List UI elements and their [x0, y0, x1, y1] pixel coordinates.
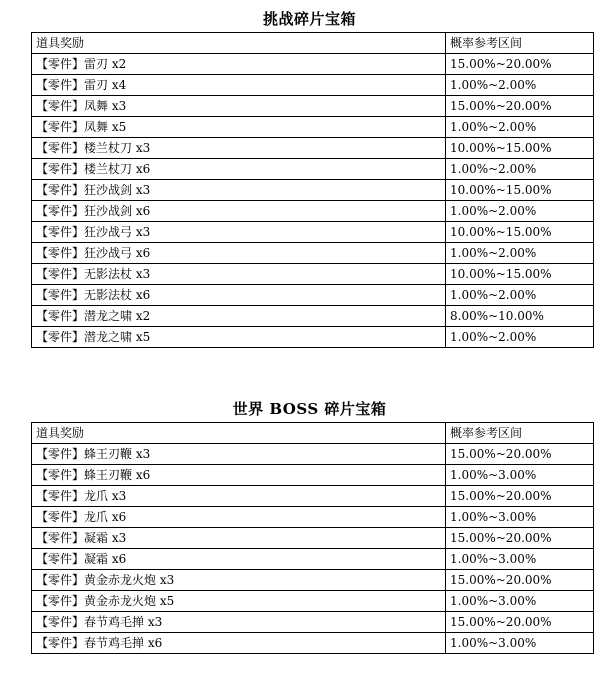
- header-probability: 概率参考区间: [446, 33, 594, 54]
- reward-item-cell: 【零件】楼兰杖刀 x3: [32, 138, 446, 159]
- reward-item-cell: 【零件】雷刃 x2: [32, 54, 446, 75]
- reward-item-cell: 【零件】蜂王刃鞭 x6: [32, 465, 446, 486]
- table-row: [32, 327, 594, 348]
- probability-cell: 1.00%~2.00%: [446, 201, 594, 222]
- reward-item-cell: 【零件】黄金赤龙火炮 x5: [32, 591, 446, 612]
- table-row: [32, 75, 594, 96]
- header-reward: 道具奖励: [32, 33, 446, 54]
- reward-item-cell: 【零件】狂沙战弓 x3: [32, 222, 446, 243]
- table-row: [32, 486, 594, 507]
- header-reward: 道具奖励: [32, 423, 446, 444]
- section-title: 世界 BOSS 碎片宝箱: [232, 400, 387, 418]
- reward-item-cell: 【零件】潜龙之啸 x5: [32, 327, 446, 348]
- world-boss-fragment-chest-section: [31, 396, 588, 654]
- table-row: [32, 96, 594, 117]
- probability-cell: 15.00%~20.00%: [446, 570, 594, 591]
- table-row: [32, 54, 594, 75]
- reward-item-cell: 【零件】无影法杖 x6: [32, 285, 446, 306]
- probability-cell: 10.00%~15.00%: [446, 138, 594, 159]
- probability-cell: 10.00%~15.00%: [446, 222, 594, 243]
- reward-item-cell: 【零件】楼兰杖刀 x6: [32, 159, 446, 180]
- table-row: [32, 117, 594, 138]
- table-row: [32, 180, 594, 201]
- reward-item-cell: 【零件】凤舞 x5: [32, 117, 446, 138]
- probability-cell: 10.00%~15.00%: [446, 180, 594, 201]
- reward-item-cell: 【零件】雷刃 x4: [32, 75, 446, 96]
- table-row: [32, 222, 594, 243]
- probability-cell: 1.00%~3.00%: [446, 507, 594, 528]
- table-row: [32, 138, 594, 159]
- reward-item-cell: 【零件】龙爪 x6: [32, 507, 446, 528]
- probability-cell: 15.00%~20.00%: [446, 444, 594, 465]
- table-row: [32, 201, 594, 222]
- reward-item-cell: 【零件】黄金赤龙火炮 x3: [32, 570, 446, 591]
- probability-cell: 1.00%~2.00%: [446, 243, 594, 264]
- header-probability: 概率参考区间: [446, 423, 594, 444]
- probability-cell: 15.00%~20.00%: [446, 96, 594, 117]
- probability-cell: 1.00%~2.00%: [446, 327, 594, 348]
- table-row: [32, 633, 594, 654]
- reward-item-cell: 【零件】凝霜 x3: [32, 528, 446, 549]
- probability-cell: 15.00%~20.00%: [446, 486, 594, 507]
- table-row: [32, 465, 594, 486]
- table-row: [32, 507, 594, 528]
- table-row: [32, 549, 594, 570]
- probability-cell: 1.00%~2.00%: [446, 159, 594, 180]
- probability-cell: 15.00%~20.00%: [446, 528, 594, 549]
- reward-item-cell: 【零件】潜龙之啸 x2: [32, 306, 446, 327]
- table-header-row: [32, 423, 594, 444]
- reward-item-cell: 【零件】无影法杖 x3: [32, 264, 446, 285]
- challenge-fragment-chest-section: [31, 6, 588, 348]
- table-row: [32, 285, 594, 306]
- reward-item-cell: 【零件】狂沙战剑 x3: [32, 180, 446, 201]
- probability-cell: 1.00%~2.00%: [446, 75, 594, 96]
- table-row: [32, 570, 594, 591]
- table-header-row: [32, 33, 594, 54]
- table-row: [32, 528, 594, 549]
- table-body: [32, 33, 594, 348]
- probability-cell: 15.00%~20.00%: [446, 612, 594, 633]
- table-body: [32, 423, 594, 654]
- table-row: [32, 591, 594, 612]
- table-row: [32, 306, 594, 327]
- table-row: [32, 264, 594, 285]
- reward-item-cell: 【零件】凝霜 x6: [32, 549, 446, 570]
- reward-probability-table: [31, 32, 594, 348]
- reward-item-cell: 【零件】龙爪 x3: [32, 486, 446, 507]
- reward-item-cell: 【零件】蜂王刃鞭 x3: [32, 444, 446, 465]
- probability-cell: 1.00%~3.00%: [446, 549, 594, 570]
- probability-cell: 10.00%~15.00%: [446, 264, 594, 285]
- section-title: 挑战碎片宝箱: [262, 10, 356, 28]
- probability-cell: 1.00%~3.00%: [446, 591, 594, 612]
- table-row: [32, 612, 594, 633]
- probability-cell: 15.00%~20.00%: [446, 54, 594, 75]
- probability-cell: 1.00%~3.00%: [446, 465, 594, 486]
- table-row: [32, 243, 594, 264]
- reward-item-cell: 【零件】凤舞 x3: [32, 96, 446, 117]
- probability-cell: 1.00%~2.00%: [446, 117, 594, 138]
- reward-item-cell: 【零件】春节鸡毛掸 x3: [32, 612, 446, 633]
- reward-item-cell: 【零件】狂沙战剑 x6: [32, 201, 446, 222]
- table-row: [32, 444, 594, 465]
- reward-probability-table: [31, 422, 594, 654]
- table-row: [32, 159, 594, 180]
- reward-item-cell: 【零件】春节鸡毛掸 x6: [32, 633, 446, 654]
- reward-item-cell: 【零件】狂沙战弓 x6: [32, 243, 446, 264]
- probability-cell: 8.00%~10.00%: [446, 306, 594, 327]
- probability-cell: 1.00%~3.00%: [446, 633, 594, 654]
- probability-cell: 1.00%~2.00%: [446, 285, 594, 306]
